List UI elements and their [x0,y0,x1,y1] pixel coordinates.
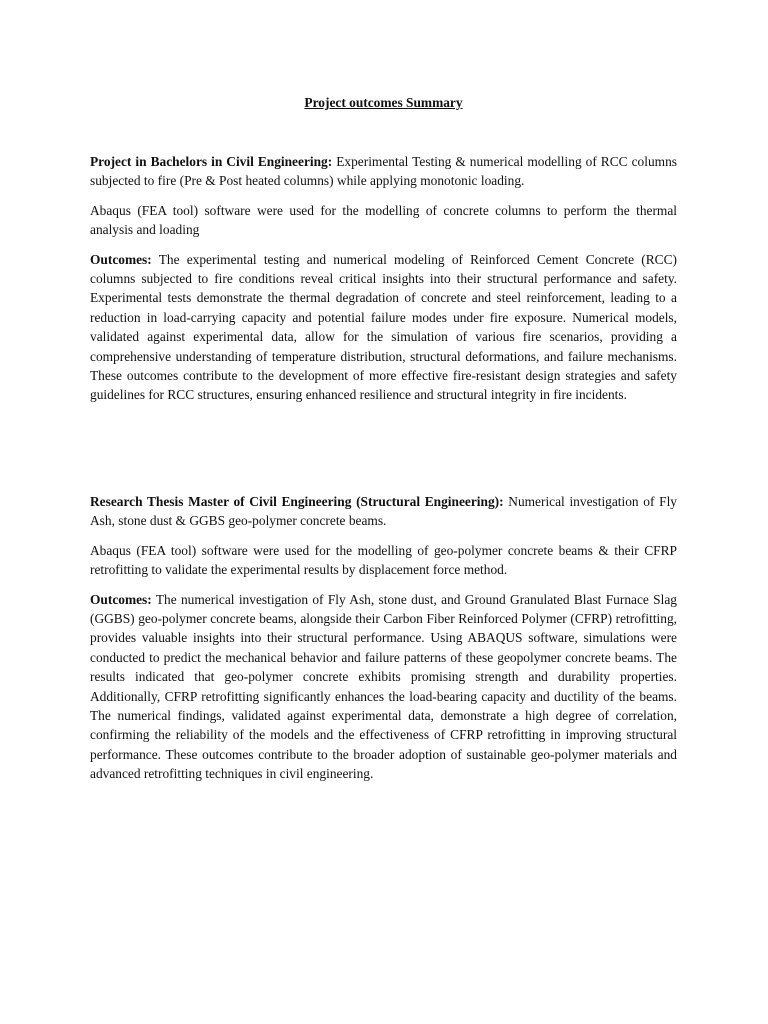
masters-thesis-description: Numerical investigation of Fly Ash, stone dust & GGBS geo-polymer concrete beams. [90,494,677,529]
masters-thesis-label: Research Thesis Master of Civil Engineering (Structural Engineering): [90,494,504,509]
masters-thesis-section [90,492,677,794]
masters-outcomes-paragraph [90,590,677,784]
bachelors-outcomes-text: The experimental testing and numerical modeling of Reinforced Cement Concrete (RCC) columns subjected to fire conditions reveal critical insights into their structural performance and safety. Experimental tests demonstrate the thermal degradation of concrete and steel reinforcement, leading to a reduction in load-carrying capacity and potential failure modes under fire exposure. Numerical models, validated against experimental data, allow for the simulation of various fire scenarios, providing a comprehensive understanding of temperature distribution, structural deformations, and failure mechanisms. These outcomes contribute to the development of more effective fire-resistant design strategies and safety guidelines for RCC structures, ensuring enhanced resilience and structural integrity in fire incidents. [90,251,677,403]
bachelors-outcomes-label: Outcomes: [90,251,152,267]
bachelors-project-heading [90,152,677,191]
page-title: Project outcomes Summary [304,95,463,110]
masters-tool-paragraph: Abaqus (FEA tool) software were used for the modelling of geo-polymer concrete beams & their CFRP retrofitting to validate the experimental results by displacement force method. [90,542,677,578]
bachelors-tool-paragraph: Abaqus (FEA tool) software were used for the modelling of concrete columns to perform the thermal analysis and loading [90,202,677,238]
masters-outcomes-text: The numerical investigation of Fly Ash, stone dust, and Ground Granulated Blast Furnace Slag (GGBS) geo-polymer concrete beams, alongside their Carbon Fiber Reinforced Polymer (CFRP) retrofitting, provides valuable insights into their structural performance. Using ABAQUS software, simulations were conducted to predict the mechanical behavior and failure patterns of these geopolymer concrete beams. The results indicated that geo-polymer concrete exhibits promising strength and durability properties. Additionally, CFRP retrofitting significantly enhances the load-bearing capacity and ductility of the beams. The numerical findings, validated against experimental data, demonstrate a high degree of correlation, confirming the reliability of the models and the effectiveness of CFRP retrofitting in improving structural performance. These outcomes contribute to the broader adoption of sustainable geo-polymer materials and advanced retrofitting techniques in civil engineering. [90,591,677,782]
bachelors-project-description: Experimental Testing & numerical modelling of RCC columns subjected to fire (Pre & Post heated columns) while applying monotonic loading. [90,154,677,189]
bachelors-project-section [90,152,677,415]
masters-thesis-heading [90,492,677,531]
masters-outcomes-label: Outcomes: [90,591,152,607]
bachelors-project-label: Project in Bachelors in Civil Engineering: [90,154,333,169]
bachelors-outcomes-paragraph [90,250,677,405]
